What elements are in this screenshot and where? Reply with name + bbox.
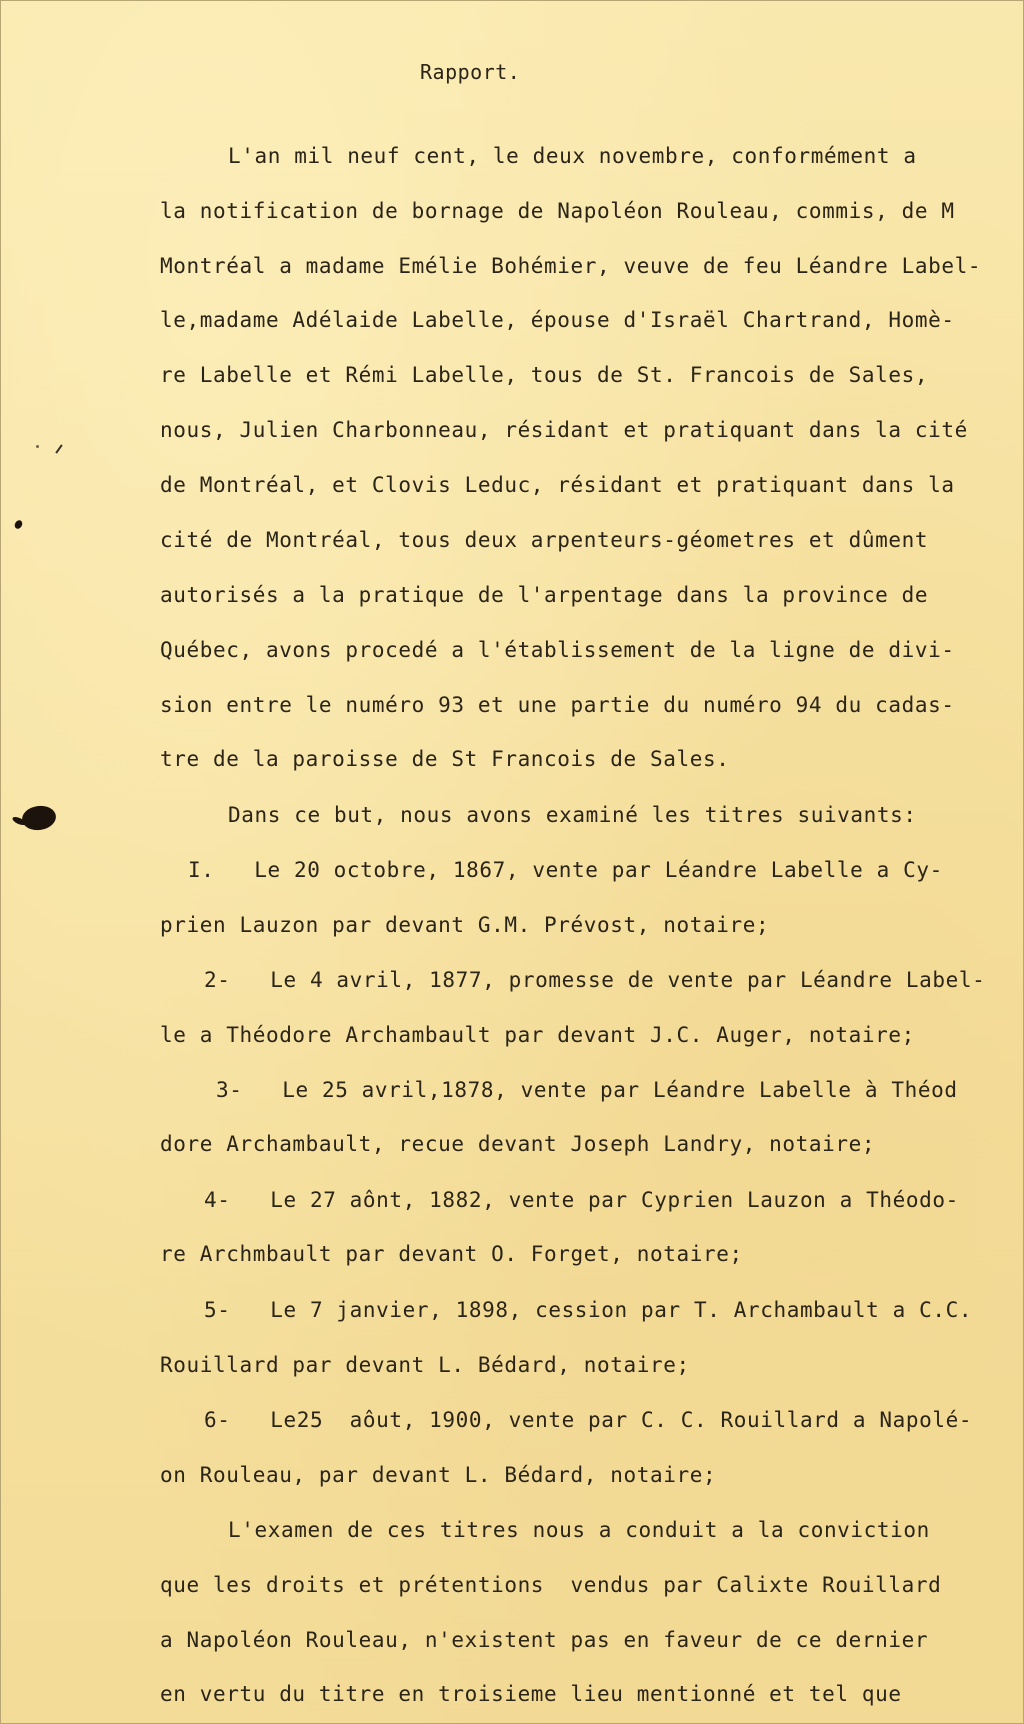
text-line: en vertu du titre en troisieme lieu mentionné et tel que — [160, 1682, 902, 1706]
text-line: le a Théodore Archambault par devant J.C. Auger, notaire; — [160, 1023, 915, 1047]
text-line: que les droits et prétentions vendus par Calixte Rouillard — [160, 1573, 942, 1597]
text-line: dore Archambault, recue devant Joseph Landry, notaire; — [160, 1132, 876, 1156]
text-line: le,madame Adélaide Labelle, épouse d'Israël Chartrand, Homè- — [160, 308, 955, 332]
text-line: cité de Montréal, tous deux arpenteurs-géometres et dûment — [160, 528, 929, 552]
text-line: autorisés a la pratique de l'arpentage dans la province de — [160, 583, 929, 607]
text-line: Québec, avons procedé a l'établissement de la ligne de divi- — [160, 638, 955, 662]
text-line: re Labelle et Rémi Labelle, tous de St. Francois de Sales, — [160, 363, 929, 387]
list-item: 3- Le 25 avril,1878, vente par Léandre Labelle à Théod — [216, 1078, 958, 1102]
text-line: Montréal a madame Emélie Bohémier, veuve de feu Léandre Label- — [160, 254, 982, 278]
pen-mark — [55, 444, 62, 453]
list-item: 4- Le 27 aônt, 1882, vente par Cyprien Lauzon a Théodo- — [204, 1188, 959, 1212]
text-line: la notification de bornage de Napoléon Rouleau, commis, de M — [160, 199, 955, 223]
text-line: tre de la paroisse de St Francois de Sales. — [160, 747, 730, 771]
text-line: sion entre le numéro 93 et une partie du numéro 94 du cadas- — [160, 693, 955, 717]
list-item: 2- Le 4 avril, 1877, promesse de vente par Léandre Label- — [204, 968, 986, 992]
text-line: Rouillard par devant L. Bédard, notaire; — [160, 1353, 690, 1377]
text-line: L'an mil neuf cent, le deux novembre, conformément a — [228, 144, 917, 168]
text-line: a Napoléon Rouleau, n'existent pas en faveur de ce dernier — [160, 1628, 929, 1652]
text-line: prien Lauzon par devant G.M. Prévost, notaire; — [160, 913, 770, 937]
text-line: nous, Julien Charbonneau, résidant et pratiquant dans la cité — [160, 418, 968, 442]
list-item: I. Le 20 octobre, 1867, vente par Léandre Labelle a Cy- — [188, 858, 943, 882]
list-item: 6- Le25 aôut, 1900, vente par C. C. Rouillard a Napolé- — [204, 1408, 973, 1432]
text-line: re Archmbault par devant O. Forget, notaire; — [160, 1242, 743, 1266]
text-line: on Rouleau, par devant L. Bédard, notaire; — [160, 1463, 717, 1487]
document-title: Rapport. — [420, 60, 521, 84]
text-line: L'examen de ces titres nous a conduit a la conviction — [228, 1518, 930, 1542]
ink-blot — [20, 804, 57, 832]
ink-dot — [36, 445, 39, 448]
list-item: 5- Le 7 janvier, 1898, cession par T. Archambault a C.C. — [204, 1298, 973, 1322]
ink-spot — [13, 519, 24, 530]
text-line: Dans ce but, nous avons examiné les titres suivants: — [228, 803, 917, 827]
text-line: de Montréal, et Clovis Leduc, résidant et pratiquant dans la — [160, 473, 955, 497]
